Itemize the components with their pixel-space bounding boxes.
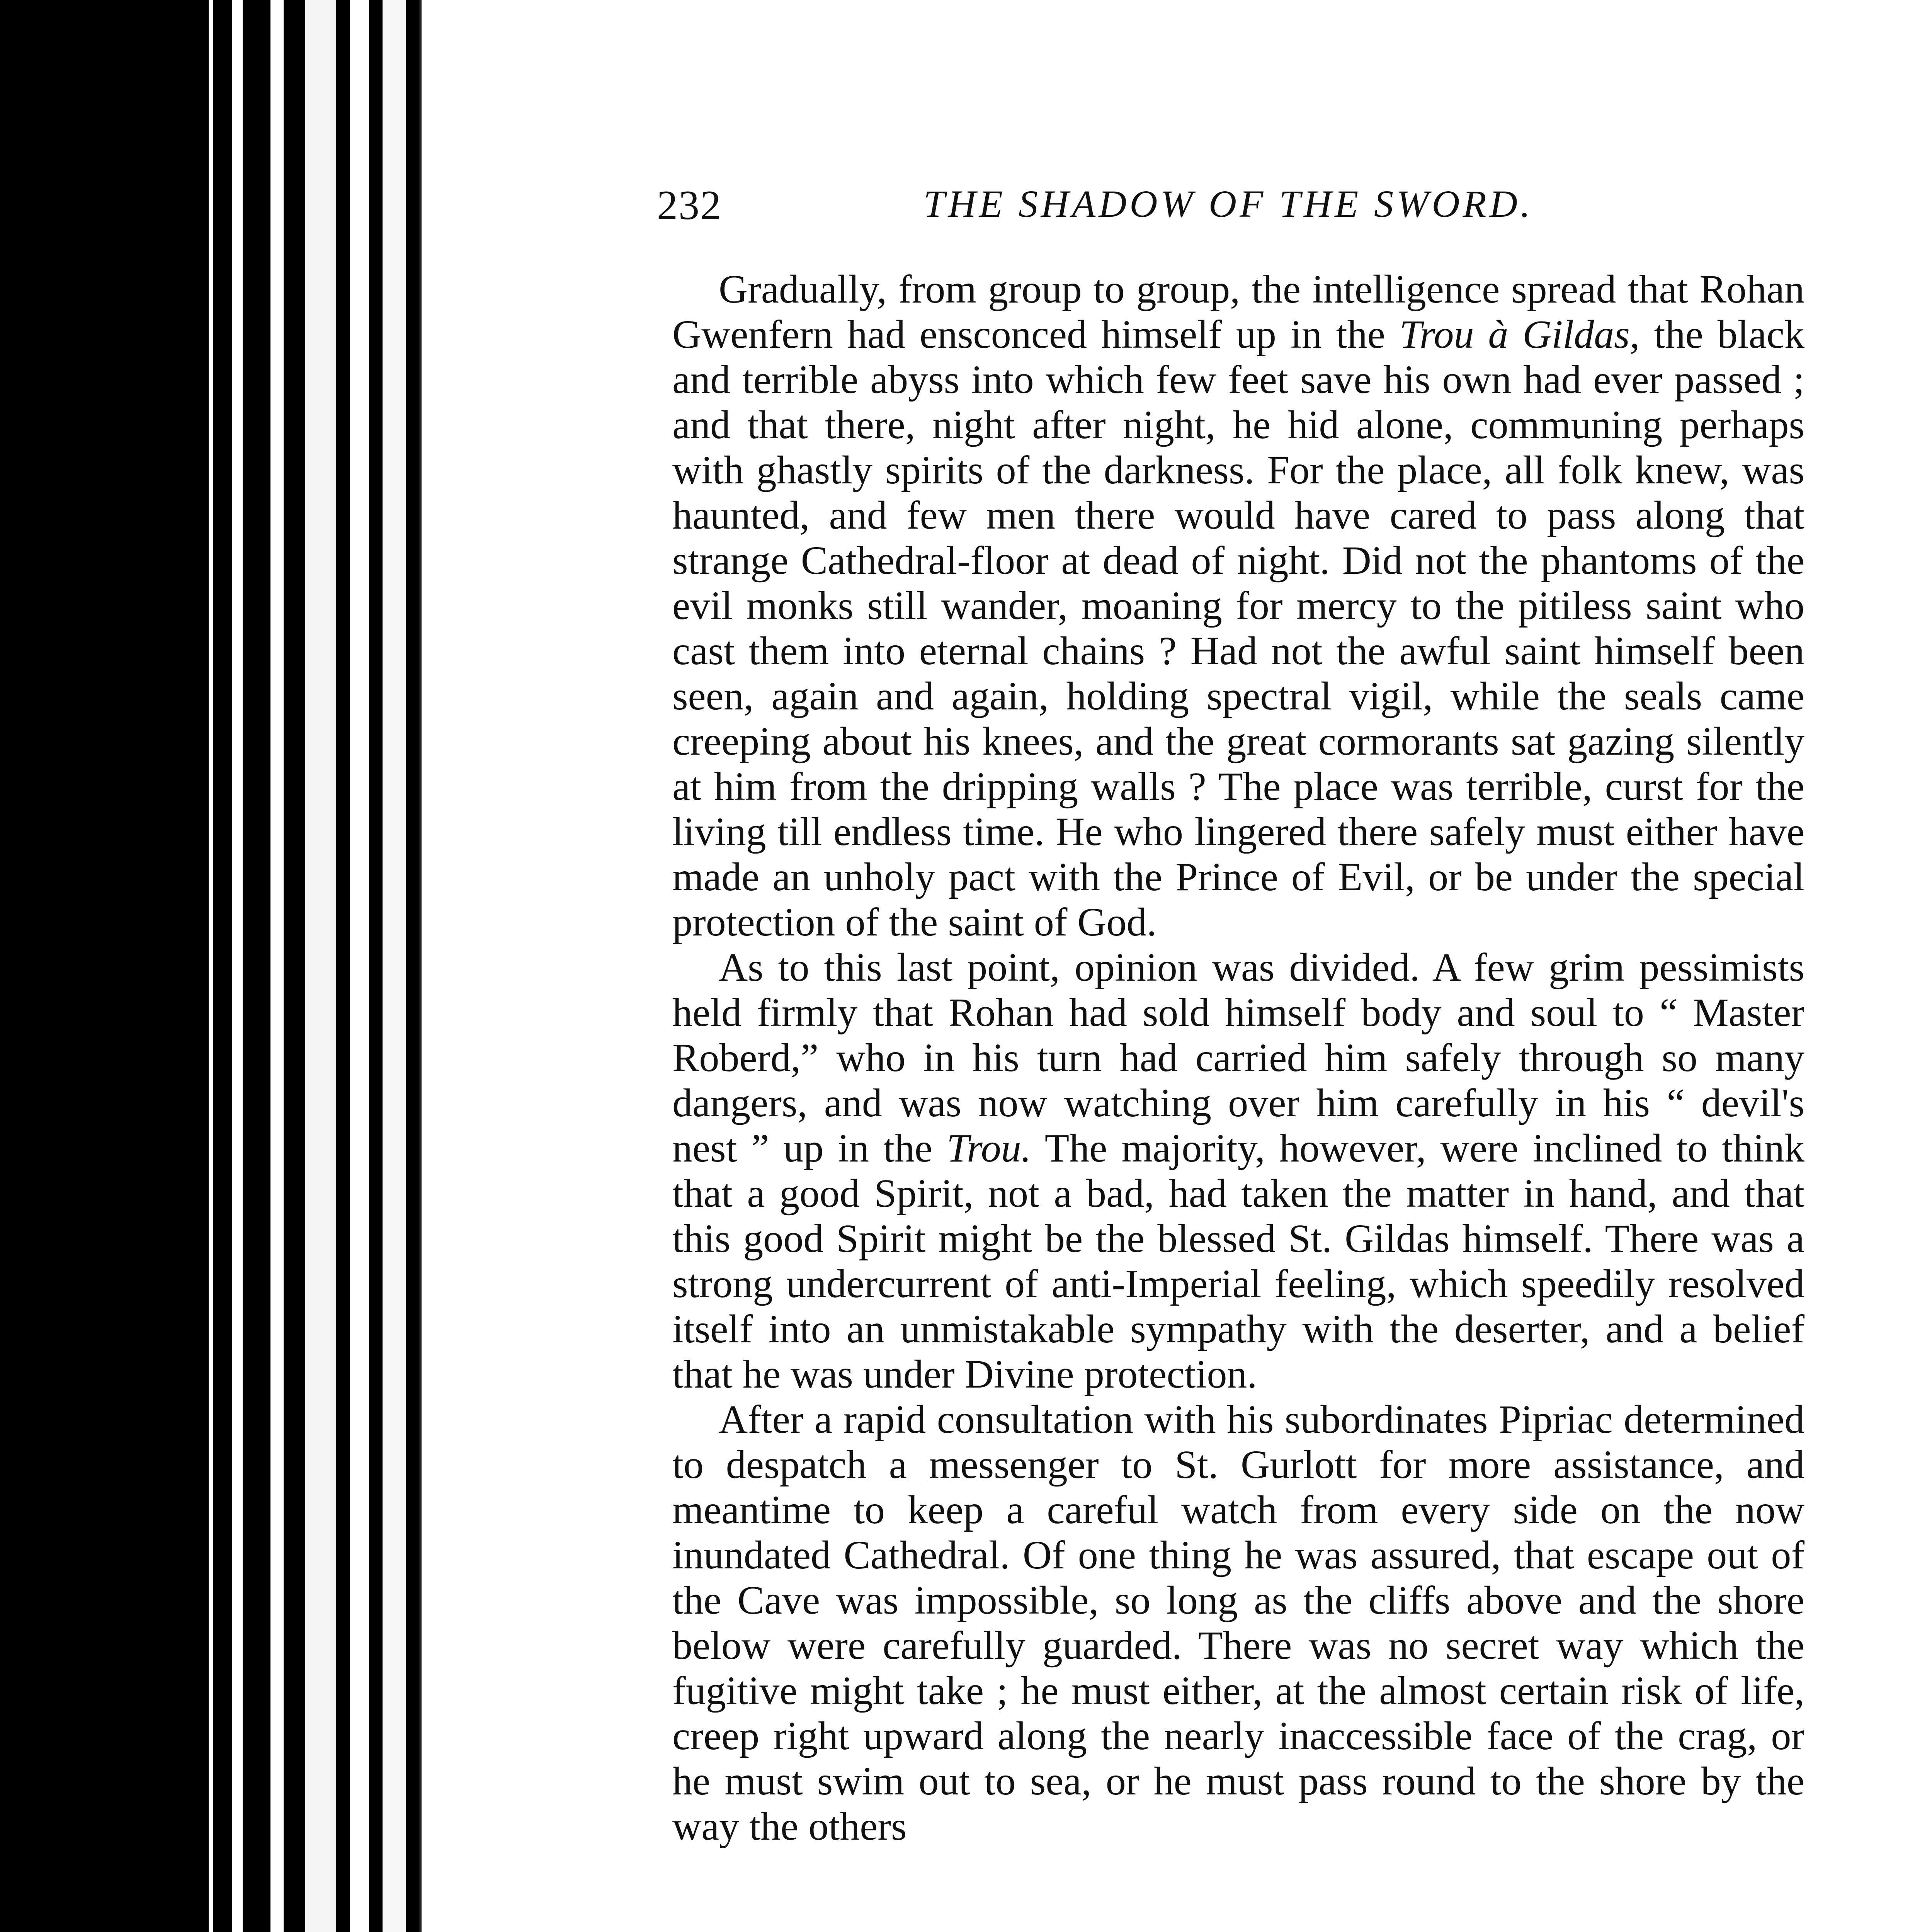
page-edge xyxy=(209,0,213,1932)
paragraph-text: The majority, however, were inclined to think that a good Spirit, not a bad, had taken the matter in hand, and that this good Spirit might be the blessed St. Gildas himself. There was a strong undercurrent of anti-Imperial feeling, which speedily resolved itself into an unmistakable sympathy with the deserter, and a belief that he was under Divine protection. xyxy=(672,1126,1804,1396)
page-edge xyxy=(232,0,243,1932)
page-edge xyxy=(305,0,336,1932)
paragraph xyxy=(672,267,1804,945)
paragraph xyxy=(672,945,1804,1397)
running-head: THE SHADOW OF THE SWORD. xyxy=(923,182,1533,225)
paragraph-text: As to this last point, opinion was divided. A few grim pessimists held firmly that Rohan had sold himself body and soul to “ Master Roberd,” who in his turn had carried him safely through so many dangers, and was now watching over him carefully in his “ devil's nest ” up in the xyxy=(672,945,1804,1170)
page-edge xyxy=(270,0,284,1932)
italic-text: Trou à Gildas xyxy=(1399,312,1630,357)
italic-text: Trou. xyxy=(947,1126,1031,1170)
paragraph-text: Gradually, from group to group, the intelligence spread that Rohan Gwenfern had ensconced himself up in the xyxy=(672,267,1804,357)
page-header xyxy=(657,182,1584,240)
page-edge xyxy=(383,0,406,1932)
paragraph-text: After a rapid consultation with his subordinates Pipriac determined to despatch a messenger to St. Gurlott for more assistance, and meantime to keep a careful watch from every side on the now inundated Cathedral. Of one thing he was assured, that escape out of the Cave was impossible, so long as the cliffs above and the shore below were carefully guarded. There was no secret way which the fugitive might take ; he must either, at the almost certain risk of life, creep right upward along the nearly inaccessible face of the crag, or he must swim out to sea, or he must pass round to the shore by the way the others xyxy=(672,1397,1804,1849)
body-text xyxy=(672,267,1804,1849)
page-edge xyxy=(350,0,369,1932)
page-number: 232 xyxy=(657,182,722,228)
paragraph xyxy=(672,1397,1804,1849)
paragraph-text: , the black and terrible abyss into which few feet save his own had ever passed ; and that there, night after night, he hid alone, communing perhaps with ghastly spirits of the darkness. For the place, all folk knew, was haunted, and few men there would have cared to pass along that strange Cathedral-floor at dead of night. Did not the phantoms of the evil monks still wander, moaning for mercy to the pitiless saint who cast them into eternal chains ? Had not the awful saint himself been seen, again and again, holding spectral vigil, while the seals came creeping about his knees, and the great cormorants sat gazing silently at him from the dripping walls ? The place was terrible, curst for the living till endless time. He who lingered there safely must either have made an unholy pact with the Prince of Evil, or be under the special protection of the saint of God. xyxy=(672,312,1804,944)
